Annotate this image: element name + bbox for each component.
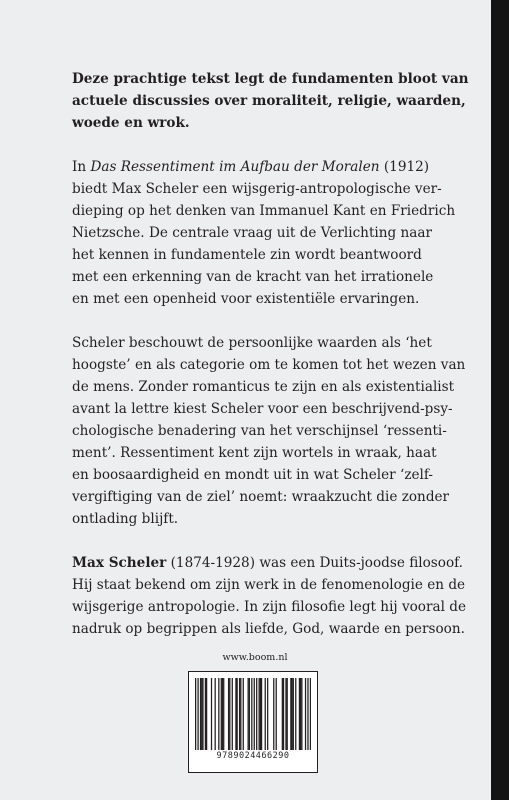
isbn-number: 9789024466290 <box>216 751 290 761</box>
barcode-bar <box>254 678 255 750</box>
values-line: hoogste’ en als categorie om te komen tot het wezen van <box>72 357 466 373</box>
barcode-bars <box>195 678 311 750</box>
publisher-url: www.boom.nl <box>222 652 288 663</box>
barcode-bar <box>251 678 252 750</box>
barcode-bar <box>200 678 201 750</box>
barcode-bar <box>285 678 286 750</box>
barcode-bar <box>222 678 223 750</box>
publication-year: (1912) <box>379 159 430 175</box>
intro-first-line <box>72 156 482 178</box>
barcode-bar <box>283 678 284 750</box>
author-name: Max Scheler <box>72 555 167 571</box>
barcode-bar <box>299 678 300 750</box>
barcode-bar <box>221 678 222 750</box>
values-line: vergiftiging van de ziel’ noemt: wraakzucht die zonder <box>72 489 450 505</box>
barcode-bar <box>206 678 207 750</box>
values-line: en boosaardigheid en mondt uit in wat Scheler ‘zelf- <box>72 467 434 483</box>
barcode-bar <box>201 678 202 750</box>
intro-line: met een erkenning van de kracht van het irrationele <box>72 269 434 285</box>
barcode-bar <box>232 678 233 750</box>
paragraph-author-bio <box>72 552 482 640</box>
intro-line: biedt Max Scheler een wijsgerig-antropologische ver- <box>72 181 442 197</box>
barcode-bar <box>293 678 294 750</box>
bio-line: wijsgerige antropologie. In zijn filosofie legt hij vooral de <box>72 599 467 615</box>
barcode-bar <box>291 678 292 750</box>
bio-line: Hij staat bekend om zijn werk in de fenomenologie en de <box>72 577 466 593</box>
barcode-bar <box>235 678 236 750</box>
values-line: ontlading blijft. <box>72 511 179 527</box>
bio-line: nadruk op begrippen als liefde, God, waarde en persoon. <box>72 621 465 637</box>
barcode-bar <box>228 678 229 750</box>
values-line: de mens. Zonder romanticus te zijn en als existentialist <box>72 379 455 395</box>
values-line: ment’. Ressentiment kent zijn wortels in wraak, haat <box>72 445 437 461</box>
barcode-bar <box>215 678 216 750</box>
intro-prefix: In <box>72 159 91 175</box>
barcode-bar <box>295 678 296 750</box>
barcode-bar <box>267 678 268 750</box>
book-spine-edge <box>491 0 509 800</box>
values-line: avant la lettre kiest Scheler voor een beschrijvend-psy- <box>72 401 453 417</box>
barcode-bar <box>223 678 224 750</box>
barcode-bar <box>237 678 238 750</box>
barcode-bar <box>307 678 308 750</box>
barcode-bar <box>261 678 262 750</box>
barcode-bar <box>305 678 306 750</box>
intro-line: het kennen in fundamentele zin wordt beantwoord <box>72 247 422 263</box>
barcode-bar <box>205 678 206 750</box>
barcode-bar <box>239 678 240 750</box>
isbn-barcode <box>188 671 318 773</box>
barcode-bar <box>282 678 283 750</box>
barcode-bar <box>202 678 203 750</box>
barcode-bar <box>273 678 274 750</box>
values-line: chologische benadering van het verschijnsel ‘ressenti- <box>72 423 447 439</box>
values-line: Scheler beschouwt de persoonlijke waarden als ‘het <box>72 335 432 351</box>
paragraph-intro <box>72 156 482 310</box>
barcode-bar <box>290 678 291 750</box>
barcode-bar <box>258 678 259 750</box>
barcode-bar <box>243 678 244 750</box>
barcode-bar <box>211 678 212 750</box>
intro-line: Nietzsche. De centrale vraag uit de Verlichting naar <box>72 225 432 241</box>
barcode-bar <box>197 678 198 750</box>
barcode-bar <box>240 678 241 750</box>
lead-paragraph <box>72 68 482 134</box>
barcode-bar <box>229 678 230 750</box>
bio-first-line-text: (1874-1928) was een Duits-joodse filosoof. <box>166 555 464 571</box>
barcode-bar <box>195 678 196 750</box>
back-cover-text <box>72 68 482 662</box>
barcode-bar <box>256 678 257 750</box>
barcode-bar <box>249 678 250 750</box>
barcode-bar <box>265 678 266 750</box>
barcode-bar <box>301 678 302 750</box>
paragraph-values <box>72 332 482 530</box>
barcode-bar <box>248 678 249 750</box>
barcode-bar <box>300 678 301 750</box>
lead-line: Deze prachtige tekst legt de fundamenten bloot van <box>72 71 469 87</box>
lead-line: woede en wrok. <box>72 115 190 131</box>
barcode-bar <box>260 678 261 750</box>
book-title: Das Ressentiment im Aufbau der Moralen <box>90 159 380 175</box>
barcode-bar <box>287 678 288 750</box>
barcode-bar <box>276 678 277 750</box>
bio-first-line <box>72 552 482 574</box>
barcode-bar <box>218 678 219 750</box>
intro-line: dieping op het denken van Immanuel Kant en Friedrich <box>72 203 456 219</box>
barcode-bar <box>310 678 311 750</box>
lead-line: actuele discussies over moraliteit, religie, waarden, <box>72 93 466 109</box>
intro-line: en met een openheid voor existentiële ervaringen. <box>72 291 420 307</box>
